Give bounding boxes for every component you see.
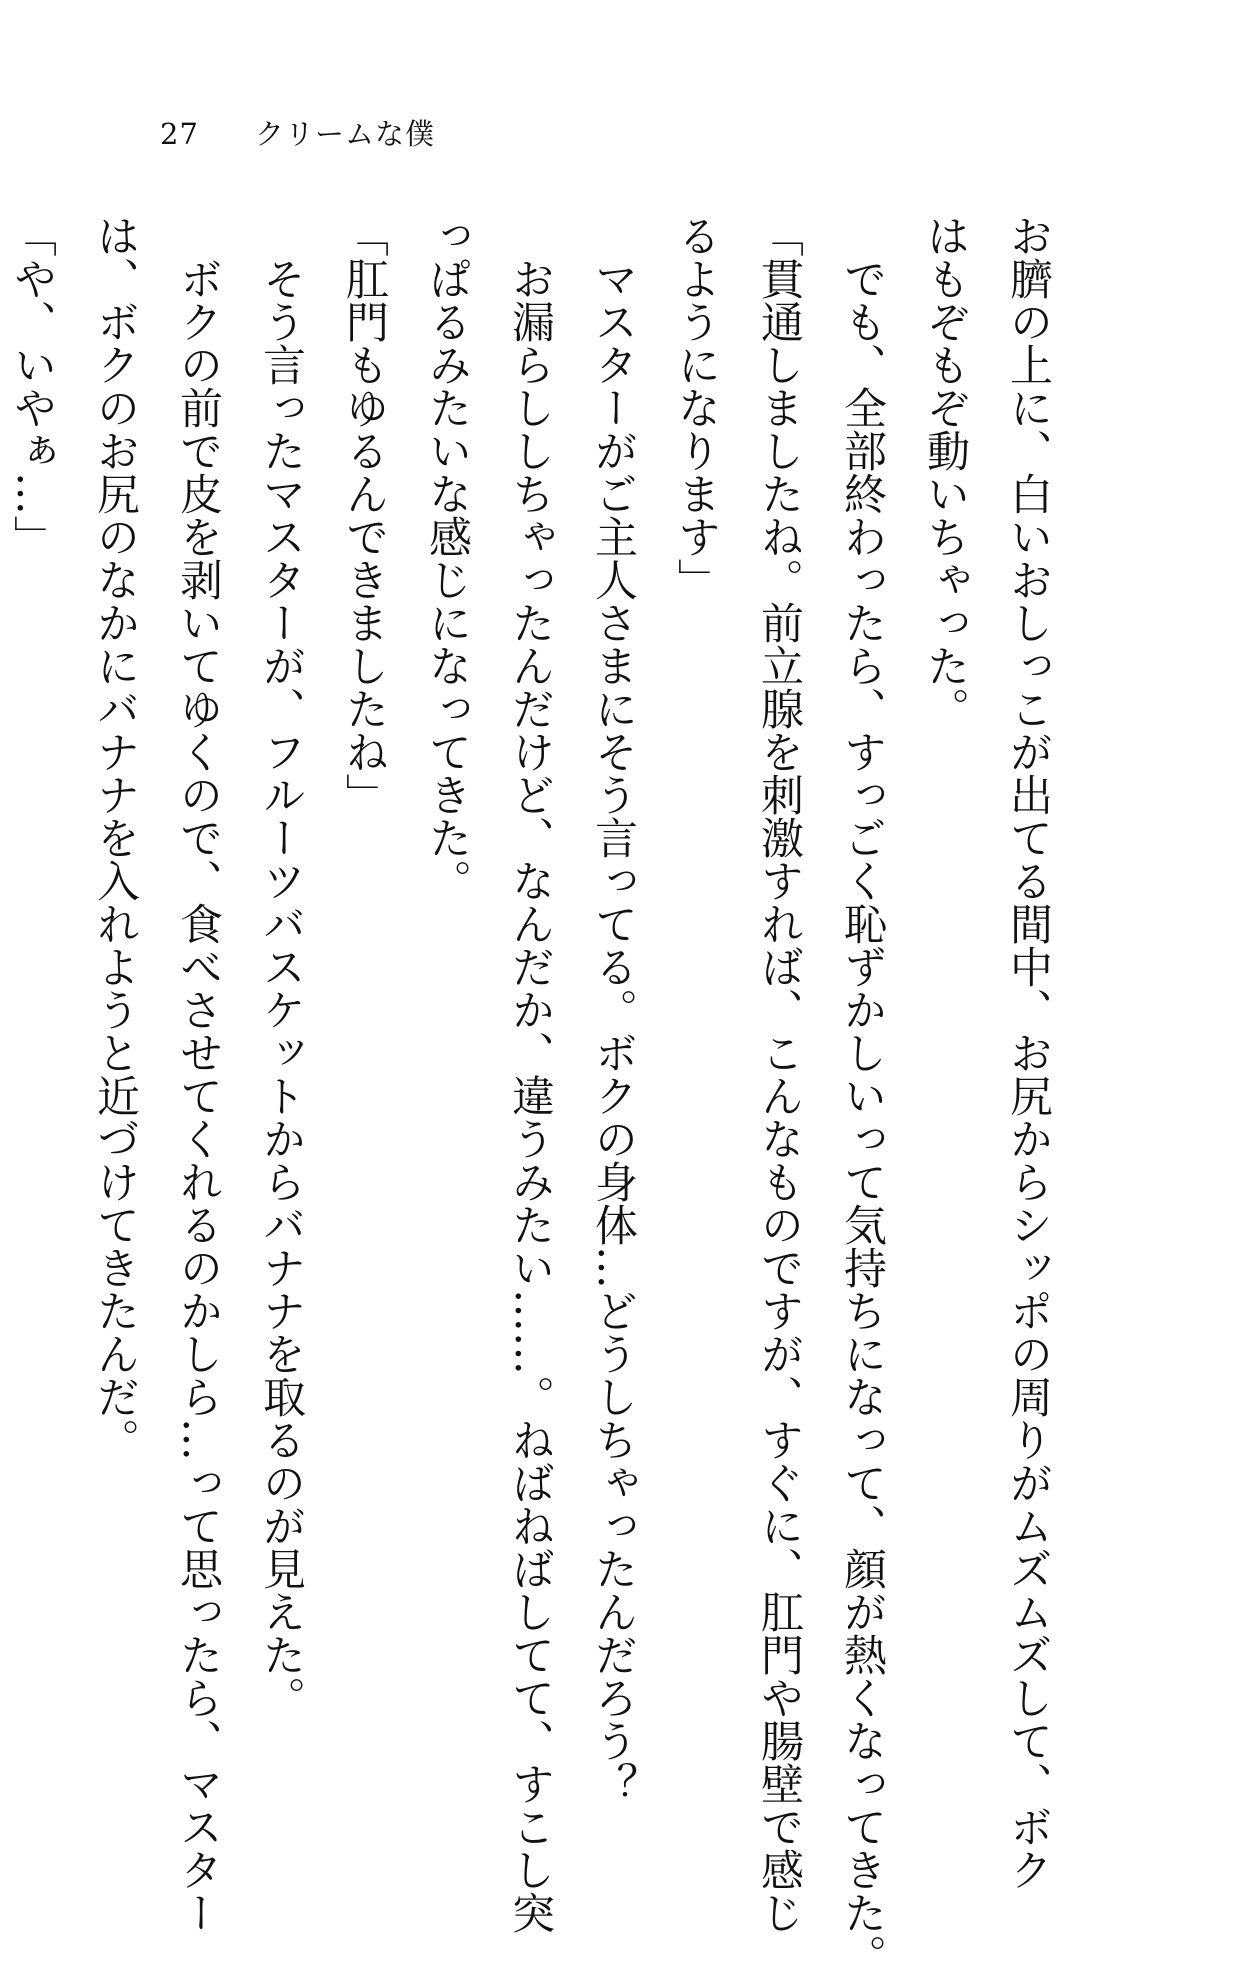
text-line: るようになります」 — [671, 214, 721, 601]
chapter-title: クリームな僕 — [255, 117, 436, 151]
body-text — [0, 214, 1069, 1977]
text-line: でも、全部終わったら、すっごく恥ずかしいって気持ちになって、顔が熱くなってきた。 — [837, 214, 887, 1977]
text-line: はもぞもぞ動いちゃった。 — [920, 214, 970, 730]
text-line: は、ボクのお尻のなかにバナナを入れようと近づけてきたんだ。 — [90, 214, 140, 1461]
text-line: っぱるみたいな感じになってきた。 — [422, 214, 472, 902]
text-line: お臍の上に、白いおしっこが出てる間中、お尻からシッポの周りがムズムズして、ボク — [1003, 214, 1053, 1891]
text-line: お漏らししちゃったんだけど、なんだか、違うみたい……。ねばねばしてて、すこし突 — [505, 214, 555, 1934]
running-head — [160, 112, 435, 153]
text-line: そう言ったマスターが、フルーツバスケットからバナナを取るのが見えた。 — [256, 214, 306, 1719]
text-line: 「貫通しましたね。前立腺を刺激すれば、こんなものですが、すぐに、肛門や腸壁で感じ — [754, 214, 804, 1934]
text-line: 「肛門もゆるんできましたね」 — [339, 214, 389, 816]
text-line: マスターがご主人さまにそう言ってる。ボクの身体…どうしちゃったんだろう？ — [588, 214, 638, 1805]
text-line: 「や、いやぁ…」 — [7, 214, 57, 558]
text-line: ボクの前で皮を剥いてゆくので、食べさせてくれるのかしら…って思ったら、マスター — [173, 214, 223, 1934]
page-number: 27 — [160, 117, 199, 151]
